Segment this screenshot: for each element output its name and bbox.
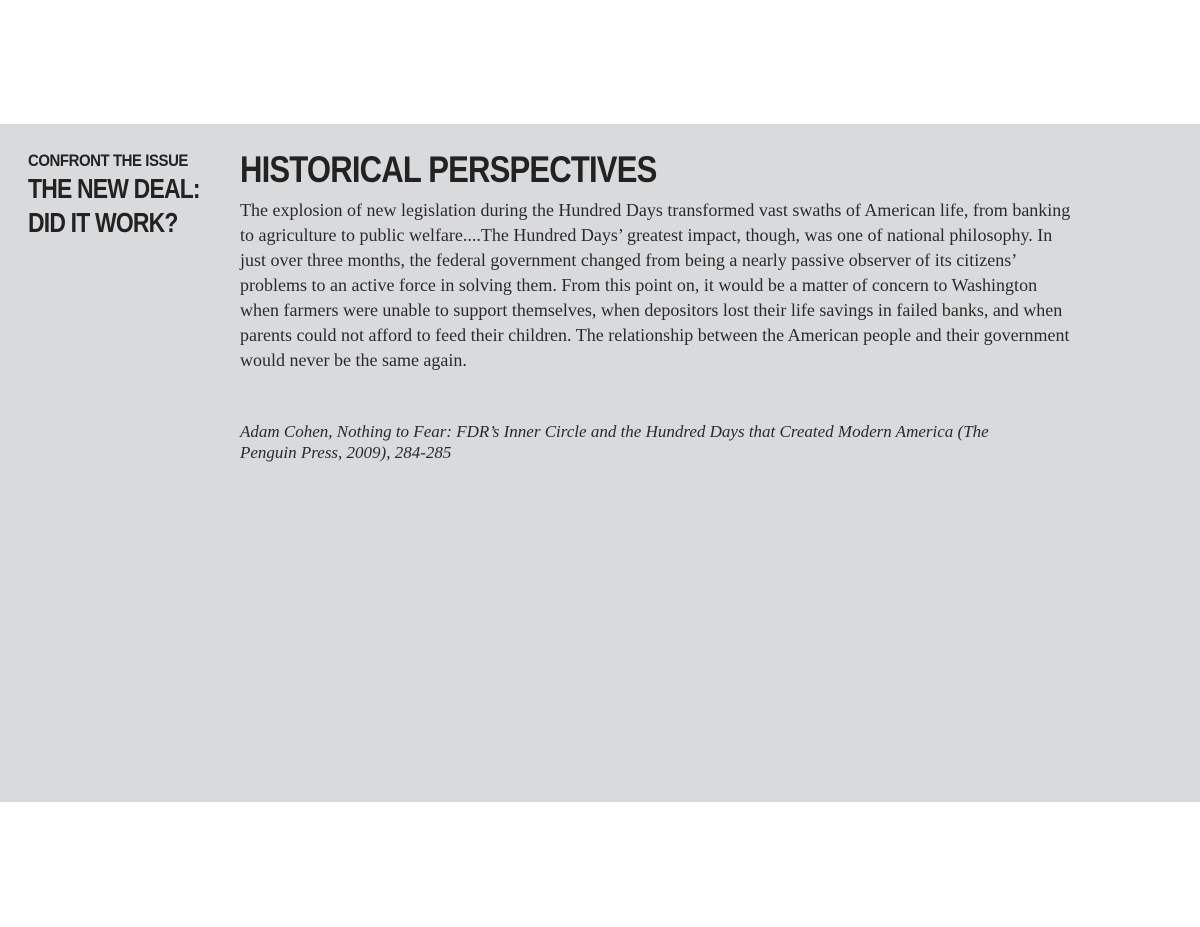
citation: Adam Cohen, Nothing to Fear: FDR’s Inner Circle and the Hundred Days that Created Modern America (The Penguin Press, 2009), 284-285 (240, 422, 989, 462)
main-content (240, 148, 1090, 463)
quote-paragraph: The explosion of new legislation during the Hundred Days transformed vast swaths of American life, from banking to agriculture to public welfare....The Hundred Days’ greatest impact, though, was one of national philosophy. In just over three months, the federal government changed from being a nearly passive observer of its citizens’ problems to an active force in solving them. From this point on, it would be a matter of concern to Washington when farmers were unable to support themselves, when depositors lost their life savings in failed banks, and when parents could not afford to feed their children. The relationship between the American people and their government would never be the same again. (240, 200, 1071, 370)
issue-headline-line-1: THE NEW DEAL: (28, 173, 200, 204)
sidebar (28, 151, 218, 239)
content-panel (0, 124, 1200, 802)
section-kicker: CONFRONT THE ISSUE (28, 151, 188, 170)
issue-headline-line-2: DID IT WORK? (28, 207, 178, 238)
page-title: HISTORICAL PERSPECTIVES (240, 149, 657, 190)
